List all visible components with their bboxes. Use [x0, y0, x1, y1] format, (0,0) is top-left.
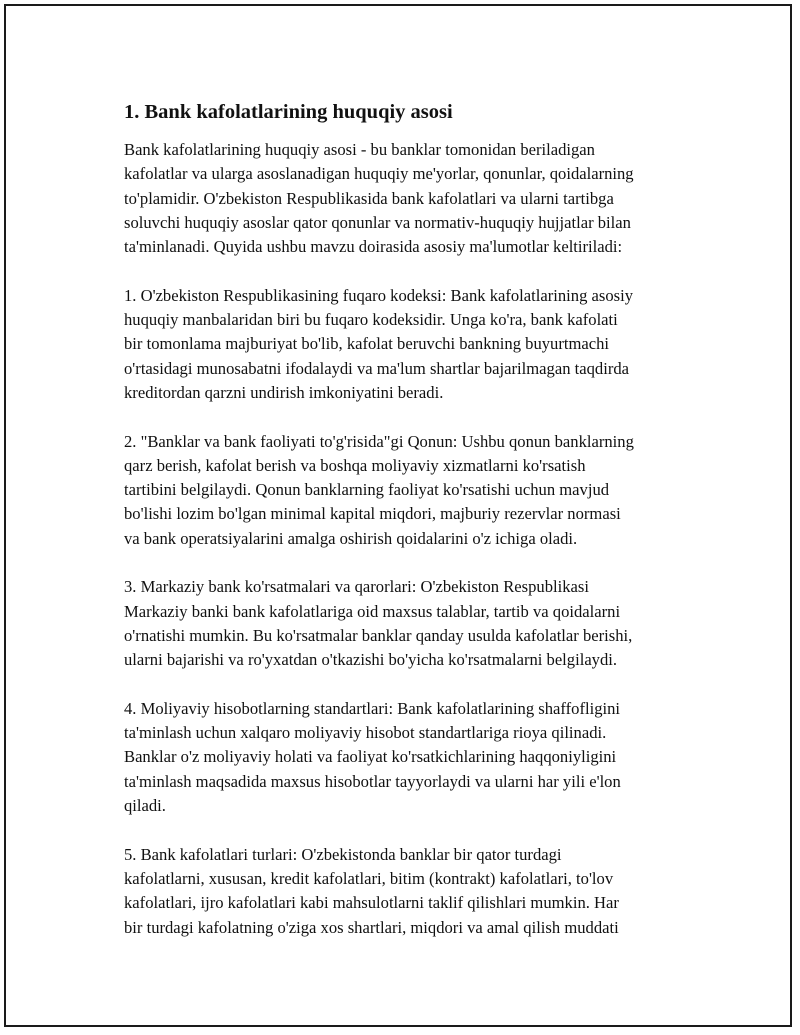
text-line: ularni bajarishi va ro'yxatdan o'tkazishi bo'yicha ko'rsatmalarni belgilaydi. — [124, 650, 618, 670]
section-1-paragraph — [124, 284, 694, 405]
text-line: tartibini belgilaydi. Qonun banklarning faoliyat ko'rsatishi uchun mavjud — [124, 480, 610, 500]
page-title: 1. Bank kafolatlarining huquqiy asosi — [124, 101, 453, 123]
section-2-paragraph — [124, 430, 694, 551]
text-line: o'rnatishi mumkin. Bu ko'rsatmalar banklar qanday usulda kafolatlar berishi, — [124, 625, 633, 645]
section-3-paragraph — [124, 575, 694, 672]
text-line: kafolatlarni, xususan, kredit kafolatlari, bitim (kontrakt) kafolatlari, to'lov — [124, 868, 614, 888]
text-line: qarz berish, kafolat berish va boshqa moliyaviy xizmatlarni ko'rsatish — [124, 455, 586, 475]
text-line: Bank kafolatlarining huquqiy asosi - bu banklar tomonidan beriladigan — [124, 140, 595, 159]
text-line: ta'minlash uchun xalqaro moliyaviy hisobot standartlariga rioya qilinadi. — [124, 723, 607, 743]
text-line: kreditordan qarzni undirish imkoniyatini beradi. — [124, 382, 444, 402]
text-line: ta'minlanadi. Quyida ushbu mavzu doirasida asosiy ma'lumotlar keltiriladi: — [124, 237, 623, 257]
text-line: Markaziy banki bank kafolatlariga oid maxsus talablar, tartib va qoidalarni — [124, 601, 621, 621]
text-line: bir tomonlama majburiyat bo'lib, kafolat beruvchi bankning buyurtmachi — [124, 334, 610, 354]
text-line: soluvchi huquqiy asoslar qator qonunlar va normativ-huquqiy hujjatlar bilan — [124, 212, 631, 232]
section-5-paragraph — [124, 843, 694, 940]
document-body — [124, 98, 694, 964]
text-line: 2. "Banklar va bank faoliyati to'g'risida"gi Qonun: Ushbu qonun banklarning — [124, 431, 634, 451]
text-line: 1. O'zbekiston Respublikasining fuqaro kodeksi: Bank kafolatlarining asosiy — [124, 285, 634, 305]
text-line: kafolatlari, ijro kafolatlari kabi mahsulotlarni taklif qilishlari mumkin. Har — [124, 893, 619, 913]
page-frame — [4, 4, 792, 1027]
text-line: huquqiy manbalaridan biri bu fuqaro kodeksidir. Unga ko'ra, bank kafolati — [124, 310, 618, 330]
text-line: 3. Markaziy bank ko'rsatmalari va qarorlari: O'zbekiston Respublikasi — [124, 577, 589, 597]
text-line: ta'minlash maqsadida maxsus hisobotlar tayyorlaydi va ularni har yili e'lon — [124, 771, 621, 791]
text-line: kafolatlar va ularga asoslanadigan huquqiy me'yorlar, qonunlar, qoidalarning — [124, 164, 634, 184]
text-line: 5. Bank kafolatlari turlari: O'zbekistonda banklar bir qator turdagi — [124, 844, 562, 864]
section-4-paragraph — [124, 697, 694, 818]
text-line: bir turdagi kafolatning o'ziga xos shartlari, miqdori va amal qilish muddati — [124, 917, 619, 937]
text-line: to'plamidir. O'zbekiston Respublikasida bank kafolatlari va ularni tartibga — [124, 188, 614, 208]
text-line: va bank operatsiyalarini amalga oshirish qoidalarini o'z ichiga oladi. — [124, 528, 578, 548]
text-line: 4. Moliyaviy hisobotlarning standartlari: Bank kafolatlarining shaffofligini — [124, 698, 621, 718]
text-line: bo'lishi lozim bo'lgan minimal kapital miqdori, majburiy rezervlar normasi — [124, 504, 621, 524]
intro-paragraph — [124, 138, 694, 259]
text-line: Banklar o'z moliyaviy holati va faoliyat ko'rsatkichlarining haqqoniyligini — [124, 747, 617, 767]
text-line: qiladi. — [124, 796, 166, 816]
text-line: o'rtasidagi munosabatni ifodalaydi va ma'lum shartlar bajarilmagan taqdirda — [124, 358, 630, 378]
